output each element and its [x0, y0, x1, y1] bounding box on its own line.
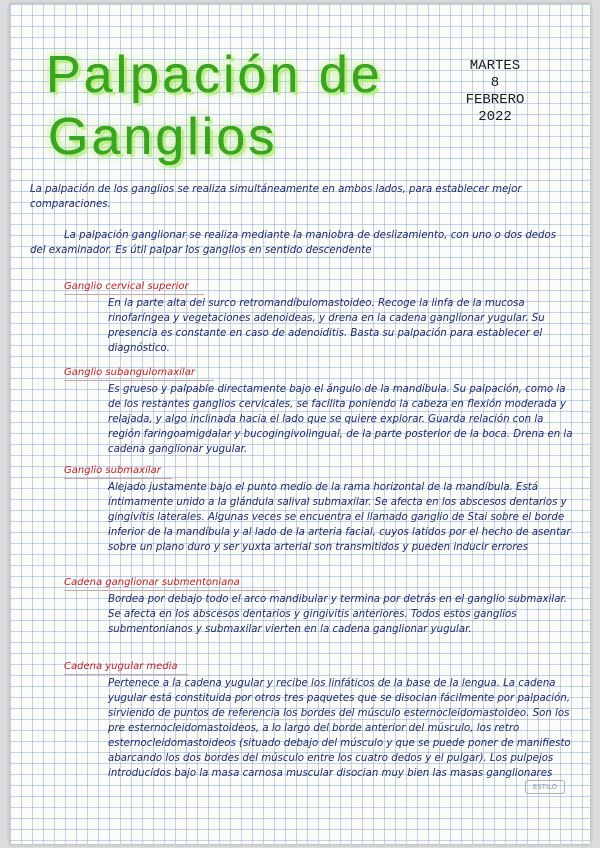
intro-paragraph-2: La palpación ganglionar se realiza mediante la maniobra de deslizamiento, con uno o dos dedos del examinador. Es útil palpar los ganglios en sentido descendente — [30, 230, 557, 256]
date-block — [440, 58, 550, 126]
title-line-1: Palpación de — [46, 46, 383, 104]
section-body: Bordea por debajo todo el arco mandibular y termina por detrás en el ganglio submaxilar. Se afecta en los abscesos dentarios y gingivitis anteriores. Todos estos ganglios submentonianos y submaxilar vierten en la cadena ganglionar yugular. — [108, 594, 567, 635]
heading-underline — [64, 478, 172, 479]
heading-underline — [64, 674, 188, 675]
notebook-brand-stamp: ESTILO — [525, 780, 565, 794]
section-body: Pertenece a la cadena yugular y recibe los linfáticos de la base de la lengua. La cadena yugular está constituida por otros tres paquetes que se disocian fácilmente por palpación, sirviendo de puntos de referencia los bordes del músculo esternocleidomastoideo. Son los pre esternocleidomastoideos, a lo largo del borde anterior del músculo, los retro esternocleidomastoideos (situado debajo del músculo y que se puede poner de manifiesto abarcando los dos bordes del músculo entre los cuatro dedos y el pulgar). Los pulpejos introducidos bajo la masa carnosa muscular disocian muy bien las masas ganglionares — [108, 678, 571, 779]
date-year: 2022 — [478, 109, 512, 125]
heading-underline — [64, 590, 279, 591]
page-title — [46, 44, 426, 168]
date-month: FEBRERO — [465, 92, 525, 108]
section-body: Es grueso y palpable directamente bajo el ángulo de la mandíbula. Su palpación, como la de los restantes ganglios cervicales, se facilita poniendo la cabeza en flexión moderada y relajada, y algo inclinada hacia el lado que se quiere explorar. Guarda relación con la región faringoamigdalar y bucogingivolingual, de la parte posterior de la boca. Drena en la cadena ganglionar yugular. — [108, 384, 573, 455]
section-body: Alejado justamente bajo el punto medio de la rama horizontal de la mandíbula. Está íntimamente unido a la glándula salival submaxilar. Se afecta en los abscesos dentarios y gingivitis laterales. Algunas veces se encuentra el llamado ganglio de Stai sobre el borde inferior de la mandíbula y al lado de la arteria facial, cuyos latidos por el hecho de asentar sobre un plano duro y ser yuxta arterial son transmitidos y pueden inducir errores — [108, 482, 571, 553]
section-heading: Ganglio submaxilar — [64, 465, 161, 476]
section-heading: Cadena ganglionar submentoniana — [64, 577, 240, 588]
intro-paragraph-1: La palpación de los ganglios se realiza simultáneamente en ambos lados, para establecer mejor comparaciones. — [30, 184, 522, 210]
heading-underline — [64, 380, 214, 381]
section-heading: Ganglio subangulomaxilar — [64, 367, 195, 378]
title-line-2: Ganglios — [48, 108, 278, 166]
section-heading: Ganglio cervical superior — [64, 281, 189, 292]
date-day: 8 — [490, 75, 500, 91]
date-weekday: MARTES — [469, 58, 521, 74]
section-body: En la parte alta del surco retromandíbulomastoideo. Recoge la linfa de la mucosa rinofaríngea y vegetaciones adenoideas, y drena en la cadena ganglionar yugular. Su presencia es constante en caso de adenoiditis. Basta su palpación para establecer el diagnóstico. — [108, 298, 545, 354]
section-heading: Cadena yugular media — [64, 661, 178, 672]
heading-underline — [64, 294, 204, 295]
notebook-page — [10, 4, 590, 844]
